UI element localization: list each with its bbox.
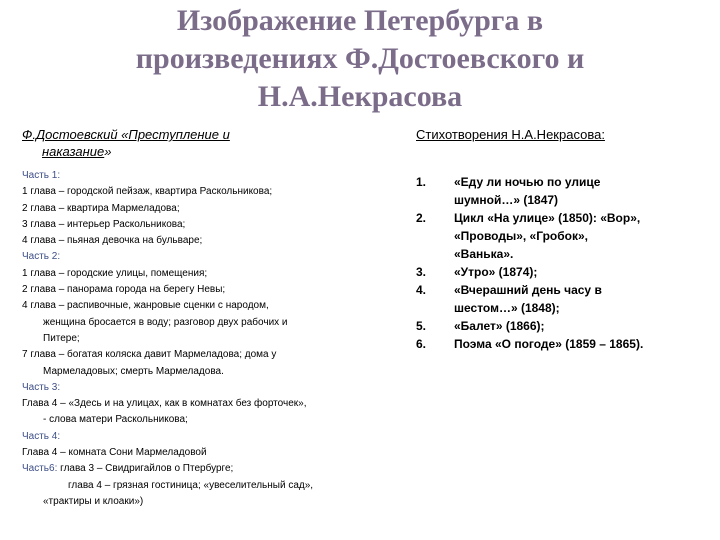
outline-line: Глава 4 – комната Сони Мармеладовой [22, 447, 207, 459]
slide-title [40, 2, 680, 116]
title-line: произведениях Ф.Достоевского и [135, 42, 585, 75]
poem-line: Поэма «О погоде» (1859 – 1865). [454, 337, 644, 351]
poem-line: Цикл «На улице» (1850): «Вор», [454, 211, 641, 225]
outline-line: 2 глава – панорама города на берегу Невы; [22, 284, 226, 296]
outline-line: Мармеладовых; смерть Мармеладова. [43, 365, 224, 377]
poem-line: «Проводы», «Гробок», [454, 229, 588, 243]
chapter-outline [22, 168, 392, 510]
outline-line: 4 глава – распивочные, жанровые сценки с народом, [22, 300, 269, 312]
outline-line: 2 глава – квартира Мармеладова; [22, 202, 180, 214]
part6-word: Часть6: [22, 463, 58, 475]
outline-line: Глава 4 – «Здесь и на улицах, как в комнатах без форточек», [22, 398, 307, 410]
poem-line: «Утро» (1874); [454, 265, 538, 279]
poem-item [416, 173, 706, 209]
title-line: Изображение Петербурга в [176, 4, 544, 37]
part-heading: Часть 4: [22, 430, 61, 442]
outline-line: «трактиры и клоаки») [43, 495, 144, 507]
poem-line: «Еду ли ночью по улице [454, 175, 601, 189]
poem-number: 2. [416, 211, 427, 225]
poem-line: шумной…» (1847) [454, 193, 559, 207]
poem-item [416, 281, 706, 317]
poem-text [454, 281, 706, 317]
outline-line: 4 глава – пьяная девочка на бульваре; [22, 235, 203, 247]
poem-text [454, 173, 706, 209]
poem-line: «Ванька». [454, 247, 514, 261]
poem-text [454, 335, 706, 353]
poem-item [416, 317, 706, 335]
outline-line: женщина бросается в воду; разговор двух рабочих и [43, 316, 288, 328]
poem-text [454, 263, 706, 281]
poem-number: 6. [416, 337, 427, 351]
poem-list [416, 173, 706, 353]
outline-line: глава 4 – грязная гостиница; «увеселительный сад», [68, 479, 314, 491]
outline-line: 3 глава – интерьер Раскольникова; [22, 218, 186, 230]
poem-line: шестом…» (1848); [454, 301, 560, 315]
dostoevsky-heading-line1: Ф.Достоевский «Преступление и [22, 127, 230, 142]
outline-line: 1 глава – городской пейзаж, квартира Раскольникова; [22, 186, 273, 198]
outline-line: 7 глава – богатая коляска давит Мармеладова; дома у [22, 349, 277, 361]
part-heading: Часть 3: [22, 381, 61, 393]
poem-number: 1. [416, 175, 427, 189]
poem-number: 3. [416, 265, 427, 279]
poem-text [454, 317, 706, 335]
title-line: Н.А.Некрасова [257, 80, 463, 113]
dostoevsky-heading-tail: » [104, 144, 112, 159]
outline-line: - слова матери Раскольникова; [43, 414, 188, 426]
part-heading: Часть 2: [22, 251, 61, 263]
poem-text [454, 209, 706, 263]
outline-line-part6 [22, 461, 392, 477]
poem-item [416, 335, 706, 353]
part-heading: Часть 1: [22, 170, 61, 181]
poem-line: «Балет» (1866); [454, 319, 545, 333]
poem-item [416, 263, 706, 281]
poem-line: «Вчерашний день часу в [454, 283, 602, 297]
outline-line: Питере; [43, 332, 80, 344]
poem-number: 4. [416, 283, 427, 297]
nekrasov-heading: Стихотворения Н.А.Некрасова: [416, 127, 605, 142]
poem-number: 5. [416, 319, 427, 333]
dostoevsky-column [22, 126, 392, 510]
poem-item [416, 209, 706, 263]
nekrasov-column [416, 126, 706, 353]
part6-rest: глава 3 – Свидригайлов о Птербурге; [57, 463, 234, 475]
dostoevsky-heading-underlined: наказание [42, 144, 105, 159]
outline-line: 1 глава – городские улицы, помещения; [22, 267, 208, 279]
dostoevsky-heading-line2 [22, 143, 392, 160]
dostoevsky-heading [22, 126, 392, 160]
